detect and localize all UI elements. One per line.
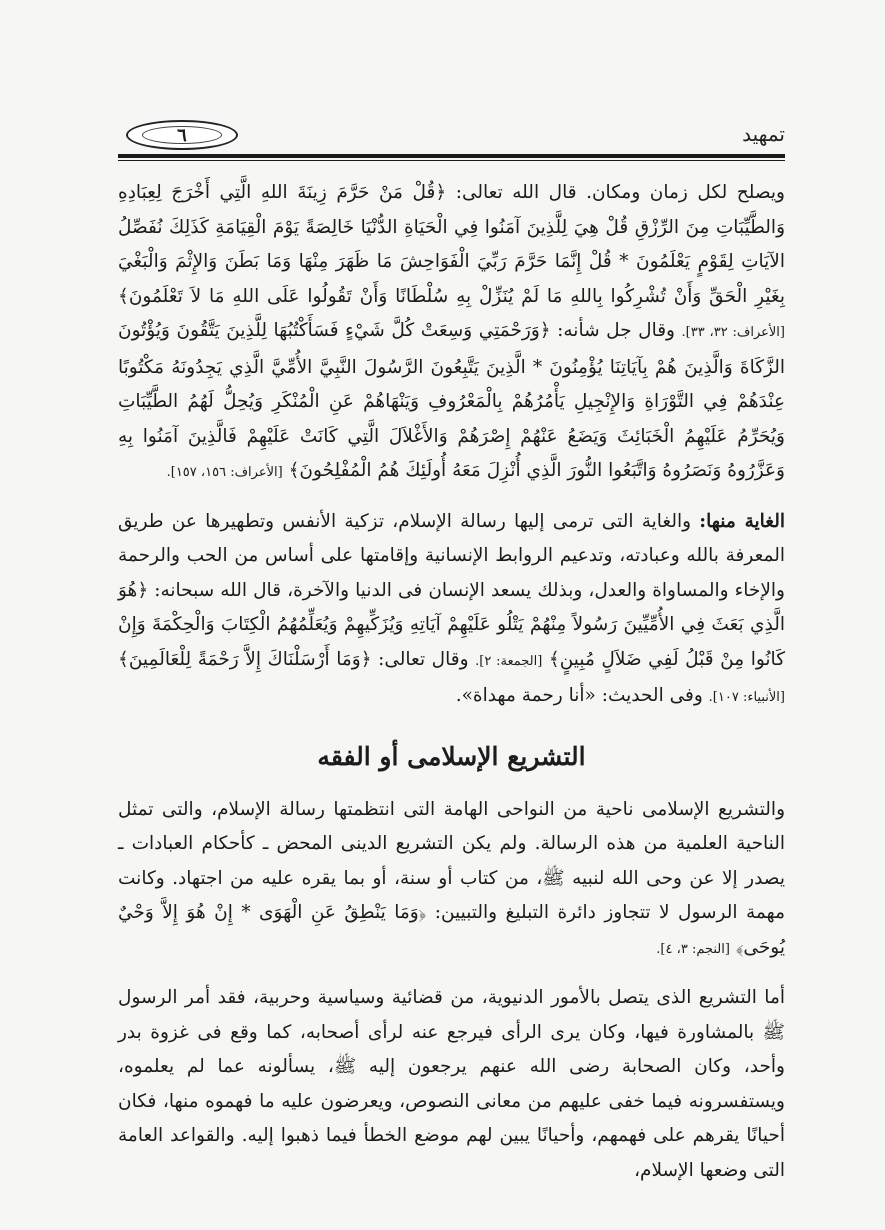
paragraph-text: والتشريع الإسلامى ناحية من النواحى الهامة التى انتظمتها رسالة الإسلام، والتى تمثل الناحية العلمية من هذه الرسالة. ولم يكن التشريع الدينى المحض ـ كأحكام العبادات ـ يصدر إلا عن وحى الله لنبيه ﷺ، من كتاب أو سنة، أو بما يقره عليه من اجتهاد. وكانت مهمة الرسول لا تتجاوز دائرة التبليغ والتبيين: ﴿وَمَا يَنْطِقُ عَنِ الْهَوَى * إِنْ هُوَ إِلاَّ وَحْيٌ يُوحَى﴾ <box>118 798 785 958</box>
header-rule-thick <box>118 154 785 158</box>
page-body <box>118 176 785 1188</box>
verse-reference: [الأعراف: ١٥٦، ١٥٧]. <box>166 465 283 480</box>
paragraph-text: أما التشريع الذى يتصل بالأمور الدنيوية، من قضائية وسياسية وحربية، فقد أمر الرسول ﷺ بالمشاورة فيها، وكان يرى الرأى فيرجع عنه لرأى أصحابه، كما وقع فى غزوة بدر وأحد، وكان الصحابة رضى الله عنهم يرجعون إليه ﷺ، يسألونه عما لم يعلموه، ويستفسرونه فيما خفى عليهم من معانى النصوص، ويعرضون عليه ما فهموه منها، فكان أحيانًا يقرهم على فهمهم، وأحيانًا يبين لهم موضع الخطأ فيما ذهبوا إليه. والقواعد العامة التى وضعها الإسلام، <box>118 987 785 1181</box>
paragraph-legislation <box>118 793 785 968</box>
running-head: تمهيد <box>742 122 785 146</box>
paragraph-text: ويصلح لكل زمان ومكان. قال الله تعالى: ﴿قُلْ مَنْ حَرَّمَ زِينَةَ اللهِ الَّتِي أَخْرَجَ لِعِبَادِهِ وَالطَّيِّبَاتِ مِنَ الرِّزْقِ قُلْ هِيَ لِلَّذِينَ آمَنُوا فِي الْحَيَاةِ الدُّنْيَا خَالِصَةً يَوْمَ الْقِيَامَةِ كَذَلِكَ نُفَصِّلُ الآيَاتِ لِقَوْمٍ يَعْلَمُونَ * قُلْ إِنَّمَا حَرَّمَ رَبِّيَ الْفَوَاحِشَ مَا ظَهَرَ مِنْهَا وَمَا بَطَنَ وَالإِثْمَ وَالْبَغْيَ بِغَيْرِ الْحَقِّ وَأَنْ تُشْرِكُوا بِاللهِ مَا لَمْ يُنَزِّلْ بِهِ سُلْطَانًا وَأَنْ تَقُولُوا عَلَى اللهِ مَا لاَ تَعْلَمُونَ﴾ <box>118 182 785 307</box>
paragraph-text: والغاية التى ترمى إليها رسالة الإسلام، تزكية الأنفس وتطهيرها عن طريق المعرفة بالله وعبادته، وتدعيم الروابط الإنسانية وإقامتها على أساس من الحب والرحمة والإخاء والمساواة والعدل، وبذلك يسعد الإنسان فى الدنيا والآخرة، قال الله سبحانه: ﴿هُوَ الَّذِي بَعَثَ فِي الأُمِّيِّينَ رَسُولاً مِنْهُمْ يَتْلُو عَلَيْهِمْ آيَاتِهِ وَيُزَكِّيهِمْ وَيُعَلِّمُهُمُ الْكِتَابَ وَالْحِكْمَةَ وَإِنْ كَانُوا مِنْ قَبْلُ لَفِي ضَلاَلٍ مُبِينٍ﴾ <box>118 510 785 670</box>
verse-reference: [الأعراف: ٣٢، ٣٣]. <box>681 325 785 340</box>
paragraph-text: وقال تعالى: ﴿وَمَا أَرْسَلْنَاكَ إِلاَّ رَحْمَةً لِلْعَالَمِينَ﴾ <box>118 648 476 670</box>
paragraph-worldly-legislation <box>118 981 785 1188</box>
section-title: التشريع الإسلامى أو الفقه <box>317 741 586 771</box>
verse-reference: [النجم: ٣، ٤]. <box>656 941 730 957</box>
paragraph-quran-verses <box>118 176 785 491</box>
paragraph-text: وقال جل شأنه: ﴿وَرَحْمَتِي وَسِعَتْ كُلَّ شَيْءٍ فَسَأَكْتُبُهَا لِلَّذِينَ يَتَّقُونَ وَيُؤْتُونَ الزَّكَاةَ وَالَّذِينَ هُمْ بِآيَاتِنَا يُؤْمِنُونَ * الَّذِينَ يَتَّبِعُونَ الرَّسُولَ النَّبِيَّ الأُمِّيَّ الَّذِي يَجِدُونَهُ مَكْتُوبًا عِنْدَهُمْ فِي التَّوْرَاةِ وَالإِنْجِيلِ يَأْمُرُهُمْ بِالْمَعْرُوفِ وَيَنْهَاهُمْ عَنِ الْمُنْكَرِ وَيُحِلُّ لَهُمُ الطَّيِّبَاتِ وَيُحَرِّمُ عَلَيْهِمُ الْخَبَائِثَ وَيَضَعُ عَنْهُمْ إِصْرَهُمْ وَالأَغْلاَلَ الَّتِي كَانَتْ عَلَيْهِمْ فَالَّذِينَ آمَنُوا بِهِ وَعَزَّرُوهُ وَنَصَرُوهُ وَاتَّبَعُوا النُّورَ الَّذِي أُنْزِلَ مَعَهُ أُولَئِكَ هُمُ الْمُفْلِحُونَ﴾ <box>118 320 785 481</box>
verse-reference: [الجمعة: ٢]. <box>475 653 543 669</box>
page-number <box>126 120 238 150</box>
page-header <box>118 118 785 162</box>
paragraph-lead: الغاية منها: <box>699 510 785 532</box>
paragraph-text: وفى الحديث: «أنا رحمة مهداة». <box>455 685 709 706</box>
page-number-text: ٦ <box>177 124 187 146</box>
header-rule-thin <box>118 160 785 161</box>
verse-reference: [الأنبياء: ١٠٧]. <box>708 690 785 705</box>
paragraph-purpose <box>118 505 785 716</box>
